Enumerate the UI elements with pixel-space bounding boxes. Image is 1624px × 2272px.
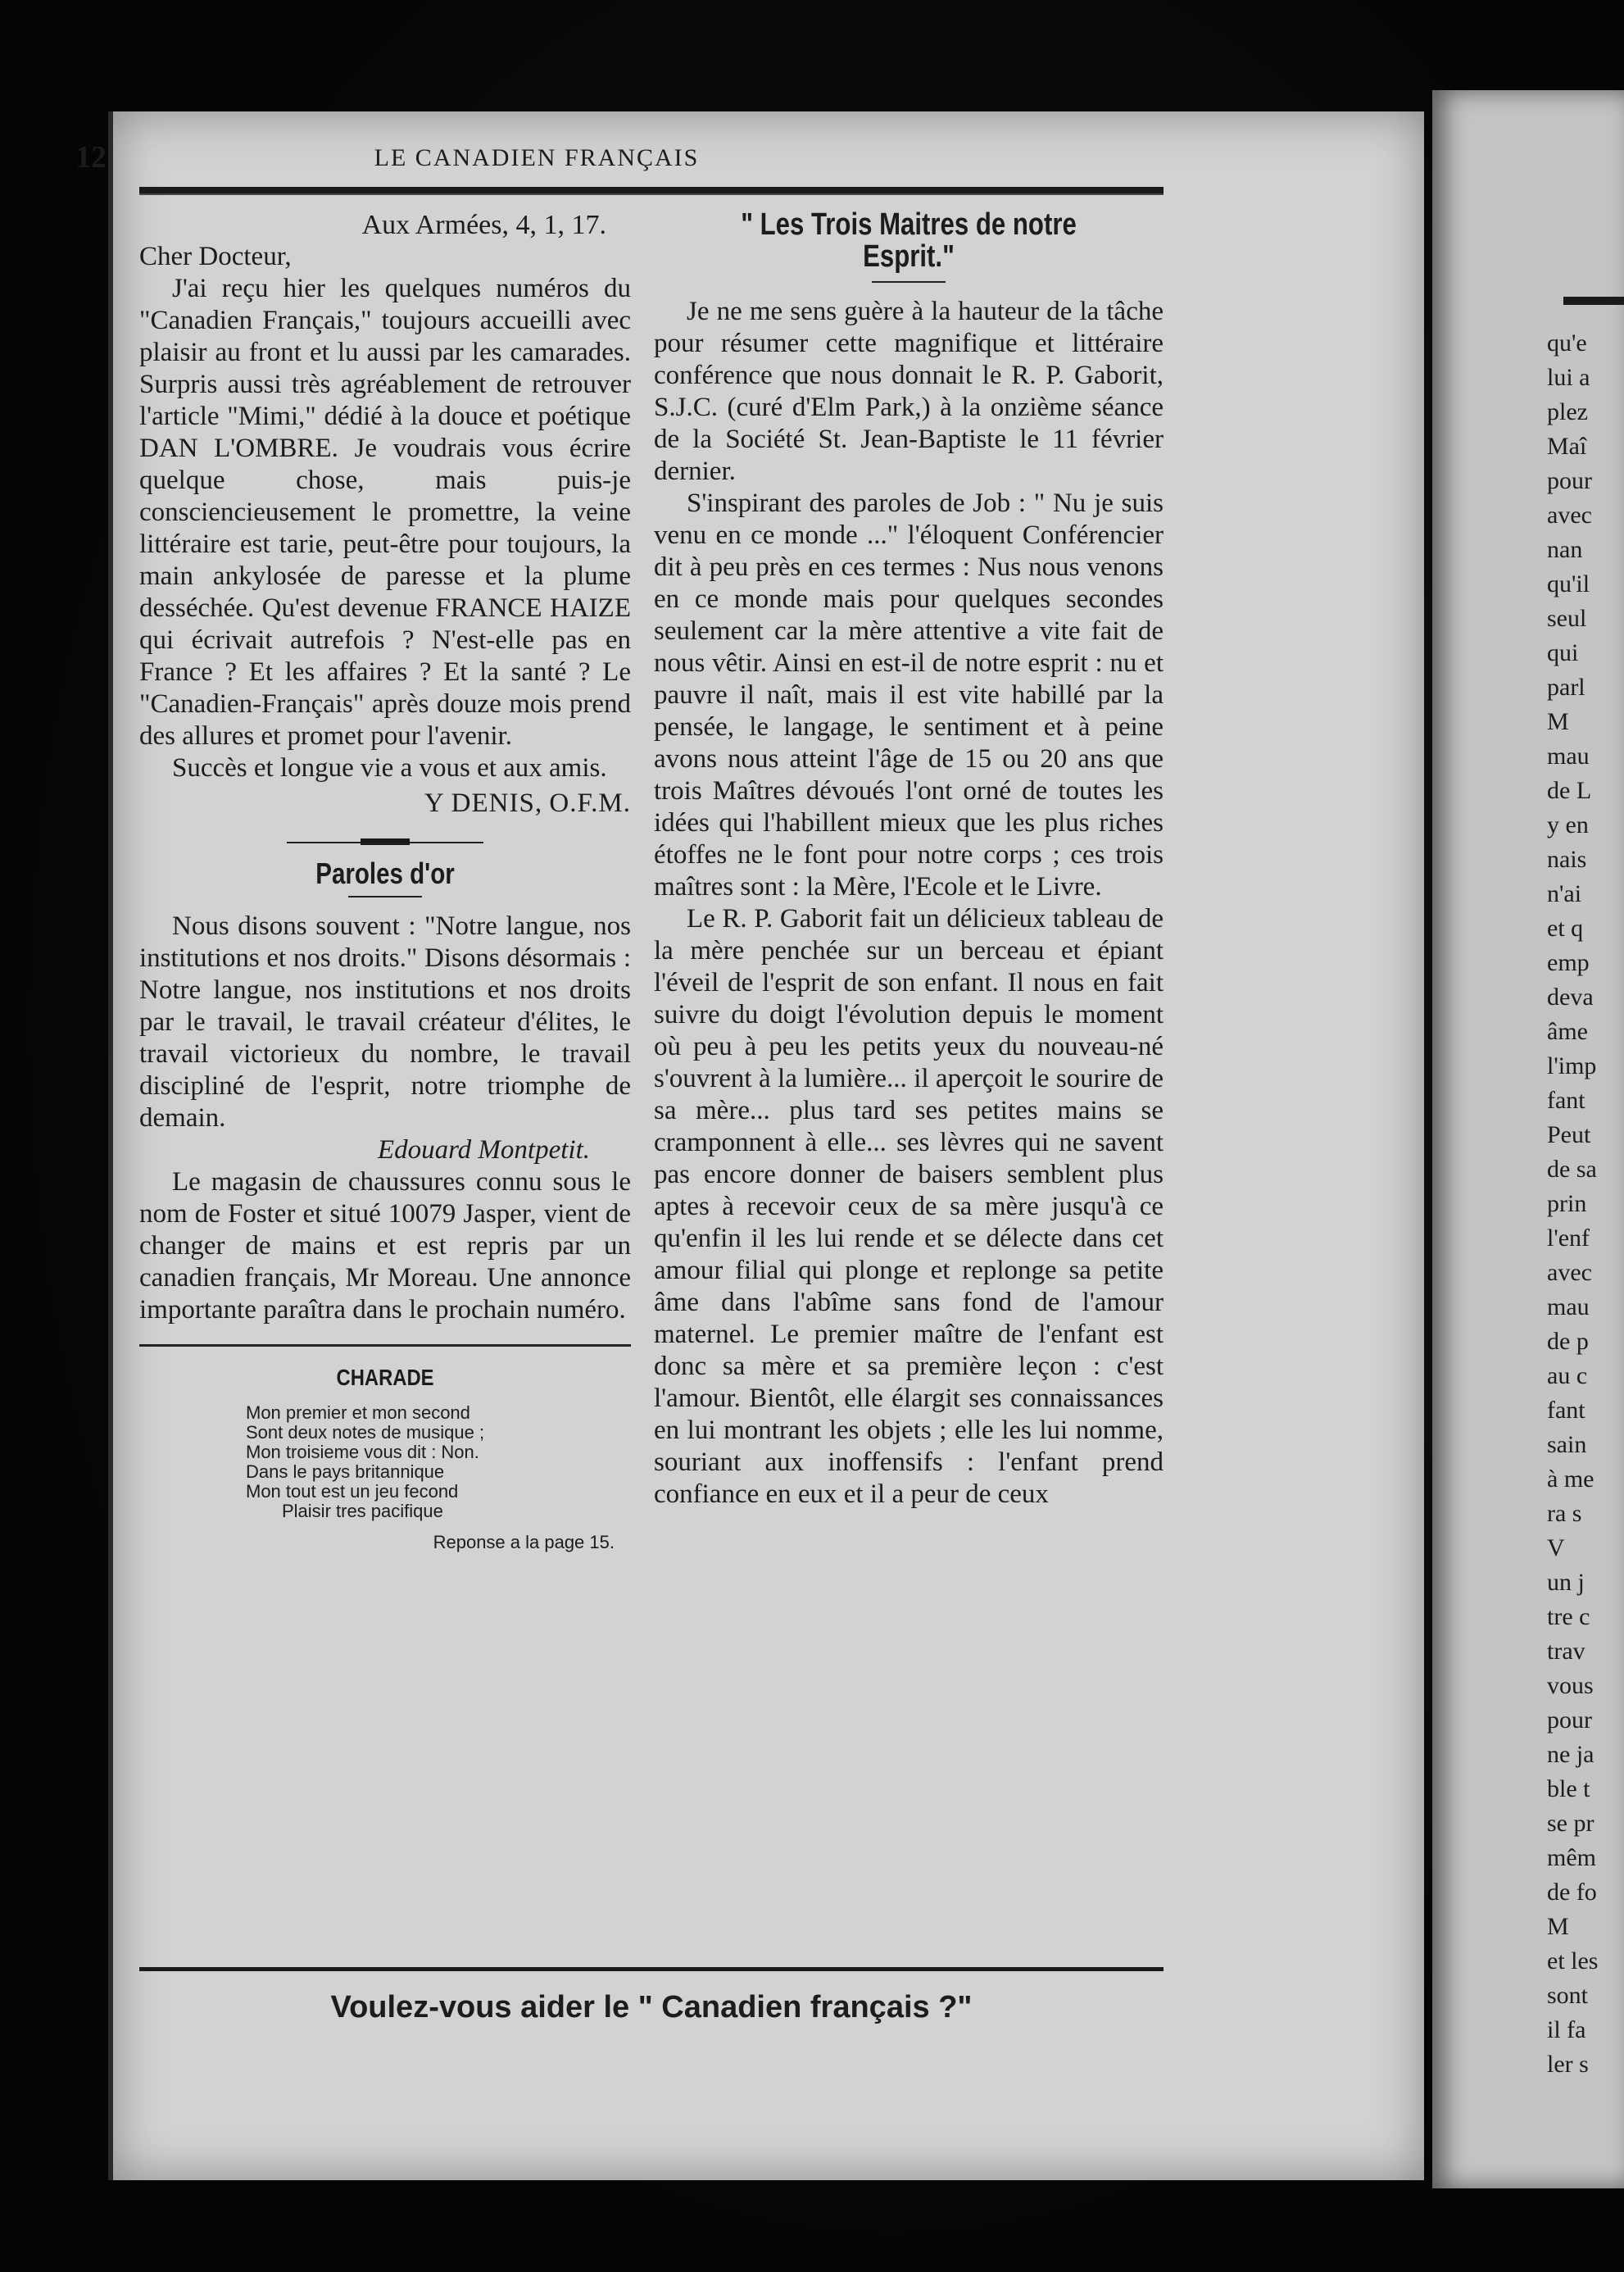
- paroles-title: Paroles d'or: [315, 857, 455, 890]
- next-page-fragment: V: [1547, 1534, 1565, 1561]
- next-page-fragment: mau: [1547, 743, 1590, 770]
- next-page-fragment: plez: [1547, 398, 1588, 425]
- next-page-fragment: ra s: [1547, 1500, 1582, 1527]
- next-page-fragment: pour: [1547, 467, 1592, 494]
- next-page-fragment: Maî: [1547, 433, 1587, 460]
- next-page-fragment: avec: [1547, 1259, 1592, 1286]
- letter-salutation: Cher Docteur,: [139, 242, 292, 271]
- right-column: [654, 209, 1164, 1511]
- letter-paragraph: J'ai reçu hier les quelques numéros du "Canadien Français," toujours accueilli avec plaisir au front et lu aussi par les camarades. Surpris aussi très agréablement de retrouver l'article "Mimi," dédié à la douce et poétique DAN L'OMBRE. Je voudrais vous écrire quelque chose, mais puis-je consciencieusement le promettre, la veine littéraire est tarie, peut-être pour toujours, la main ankylosée de paresse et la plume desséchée. Qu'est devenue FRANCE HAIZE qui écrivait autrefois ? N'est-elle pas en France ? Et les affaires ? Et la santé ? Le "Canadien-Français" après douze mois prend des allures et promet pour l'avenir.: [139, 274, 631, 751]
- charade-line: Plaisir tres pacifique: [282, 1501, 443, 1521]
- next-page-fragment: vous: [1547, 1672, 1594, 1699]
- footer-rule: [139, 1967, 1164, 1971]
- next-page-fragment: pour: [1547, 1706, 1592, 1734]
- charade-line: Mon premier et mon second: [246, 1402, 470, 1423]
- charade-line: Dans le pays britannique: [246, 1461, 445, 1482]
- next-page-fragment: nan: [1547, 536, 1583, 563]
- next-page-fragment: de fo: [1547, 1879, 1597, 1906]
- page-right-partial: [1432, 90, 1624, 2188]
- left-column: [139, 209, 631, 1558]
- next-page-fragment: n'ai: [1547, 880, 1582, 907]
- letter-dateline: Aux Armées, 4, 1, 17.: [361, 210, 606, 240]
- charade-answer: Reponse a la page 15.: [433, 1532, 615, 1552]
- charade-line: Mon troisieme vous dit : Non.: [246, 1442, 479, 1462]
- article-paragraph: Je ne me sens guère à la hauteur de la tâche pour résumer cette magnifique et littéraire conférence que nous donnait le R. P. Gaborit, S.J.C. (curé d'Elm Park,) à la onzième séance de la Société St. Jean-Baptiste le 11 février dernier.: [654, 297, 1164, 486]
- letter-signature: [139, 788, 631, 820]
- next-page-fragment: au c: [1547, 1362, 1588, 1389]
- next-page-fragment: qui: [1547, 639, 1579, 666]
- next-page-fragment: l'enf: [1547, 1225, 1590, 1252]
- next-page-fragment: ler s: [1547, 2051, 1589, 2078]
- next-page-fragment: âme: [1547, 1018, 1588, 1045]
- next-page-fragment: il fa: [1547, 2016, 1586, 2043]
- next-page-fragment: parl: [1547, 674, 1585, 701]
- paroles-text: Nous disons souvent : "Notre langue, nos institutions et nos droits." Disons désormais : Notre langue, nos institutions et nos droits par le travail, le travail créateur d'élites, le travail victorieux du nombre, le travail discipliné de l'esprit, notre triomphe de demain.: [139, 911, 631, 1133]
- letter-paragraph: Succès et longue vie a vous et aux amis.: [172, 753, 607, 783]
- next-page-fragment: M: [1547, 1913, 1569, 1940]
- next-page-fragment: sont: [1547, 1982, 1589, 2009]
- next-page-fragment: mau: [1547, 1293, 1590, 1320]
- next-page-fragment: un j: [1547, 1569, 1585, 1596]
- next-page-fragment: l'imp: [1547, 1052, 1597, 1079]
- paroles-rule: [348, 896, 422, 897]
- next-page-fragment: et les: [1547, 1947, 1599, 1974]
- charade-verse: [246, 1403, 631, 1521]
- charade-line: Mon tout est un jeu fecond: [246, 1481, 459, 1502]
- next-page-fragment: nais: [1547, 846, 1587, 873]
- signature-order: O.F.M.: [549, 788, 631, 818]
- next-page-fragment: prin: [1547, 1190, 1587, 1217]
- article-paragraph: Le R. P. Gaborit fait un délicieux tableau de la mère penchée sur un berceau et épiant l'éveil de l'esprit de son enfant. Il nous en fait suivre du doigt l'évolution depuis le moment où peu à peu les petits yeux du nouveau-né s'ouvrent à la lumière... il aperçoit le sourire de sa mère... plus tard ses petites mains se cramponnent à elle... ses lèvres qui ne savent pas encore donner de baisers semblent plus aptes à recevoir ceux de sa mère jusqu'à ce qu'enfin il les lui rende et se délecte dans cet amour filial qui plonge et replonge sa petite âme dans l'abîme sans fond de l'amour maternel. Le premier maître de l'enfant est donc sa mère et sa première leçon : c'est l'amour. Bientôt, elle élargit ses connaissances en lui montrant les objets ; elle les lui nomme, souriant aux inoffensifs : l'enfant prend confiance en eux et il a peur de ceux: [654, 904, 1164, 1509]
- next-page-fragment: ble t: [1547, 1775, 1590, 1802]
- next-page-fragment: à me: [1547, 1465, 1595, 1493]
- next-page-fragment: de p: [1547, 1328, 1589, 1355]
- next-page-fragment: qu'e: [1547, 329, 1587, 357]
- paroles-author: Edouard Montpetit.: [377, 1135, 590, 1165]
- next-page-fragment: tre c: [1547, 1603, 1590, 1630]
- article-title-rule: [872, 281, 946, 283]
- charade-title: CHARADE: [336, 1365, 434, 1390]
- next-page-fragment: y en: [1547, 811, 1589, 838]
- next-page-fragment: se pr: [1547, 1810, 1595, 1837]
- header-rule: [139, 187, 1164, 195]
- next-page-fragment: et q: [1547, 915, 1584, 942]
- charade-line: Sont deux notes de musique ;: [246, 1422, 485, 1443]
- next-page-fragment: trav: [1547, 1638, 1585, 1665]
- next-page-fragment: Peut: [1547, 1121, 1591, 1148]
- ornament-divider: [287, 834, 483, 851]
- next-page-fragment: fant: [1547, 1087, 1585, 1114]
- next-page-fragment: avec: [1547, 502, 1592, 529]
- running-head-title: LE CANADIEN FRANÇAIS: [374, 144, 700, 171]
- next-page-fragment: sain: [1547, 1431, 1587, 1458]
- article-paragraph: S'inspirant des paroles de Job : " Nu je suis venu en ce monde ..." l'éloquent Conférencier dit à peu près en ces termes : Nus nous venons en ce monde mais pour quelques secondes seulement car la mère attentive a vite fait de nous vêtir. Ainsi en est-il de notre esprit : nu et pauvre il naît, mais il est vite habillé par la pensée, le langage, le sentiment et à peine avons nous atteint l'âge de 15 ou 20 ans que trois Maîtres dévoués l'ont orné de toutes les idées qui l'habillent mieux que les plus riches étoffes ne le font pour notre corps ; ces trois maîtres sont : la Mère, l'Ecole et le Livre.: [654, 488, 1164, 902]
- signature-name: Y DENIS,: [424, 788, 543, 818]
- next-page-fragment: lui a: [1547, 364, 1590, 391]
- next-page-fragment: ne ja: [1547, 1741, 1595, 1768]
- next-page-fragment: deva: [1547, 984, 1594, 1011]
- footer-slogan: Voulez-vous aider le " Canadien français ?": [330, 1990, 973, 2024]
- next-page-fragment: de L: [1547, 777, 1592, 804]
- page-number: 12: [75, 140, 107, 175]
- next-page-fragment: mêm: [1547, 1844, 1596, 1871]
- next-page-fragment: qu'il: [1547, 570, 1590, 598]
- next-page-rule: [1563, 297, 1624, 305]
- article-title: " Les Trois Maitres de notre Esprit.": [741, 207, 1077, 274]
- charade-rule: [139, 1344, 631, 1347]
- next-page-fragment: M: [1547, 708, 1569, 735]
- next-page-fragment: de sa: [1547, 1156, 1597, 1183]
- next-page-fragment: seul: [1547, 605, 1587, 632]
- next-page-fragment: emp: [1547, 949, 1590, 976]
- notice-text: Le magasin de chaussures connu sous le nom de Foster et situé 10079 Jasper, vient de changer de mains et est repris par un canadien français, Mr Moreau. Une annonce importante paraîtra dans le prochain numéro.: [139, 1167, 631, 1325]
- next-page-fragment: fant: [1547, 1397, 1585, 1424]
